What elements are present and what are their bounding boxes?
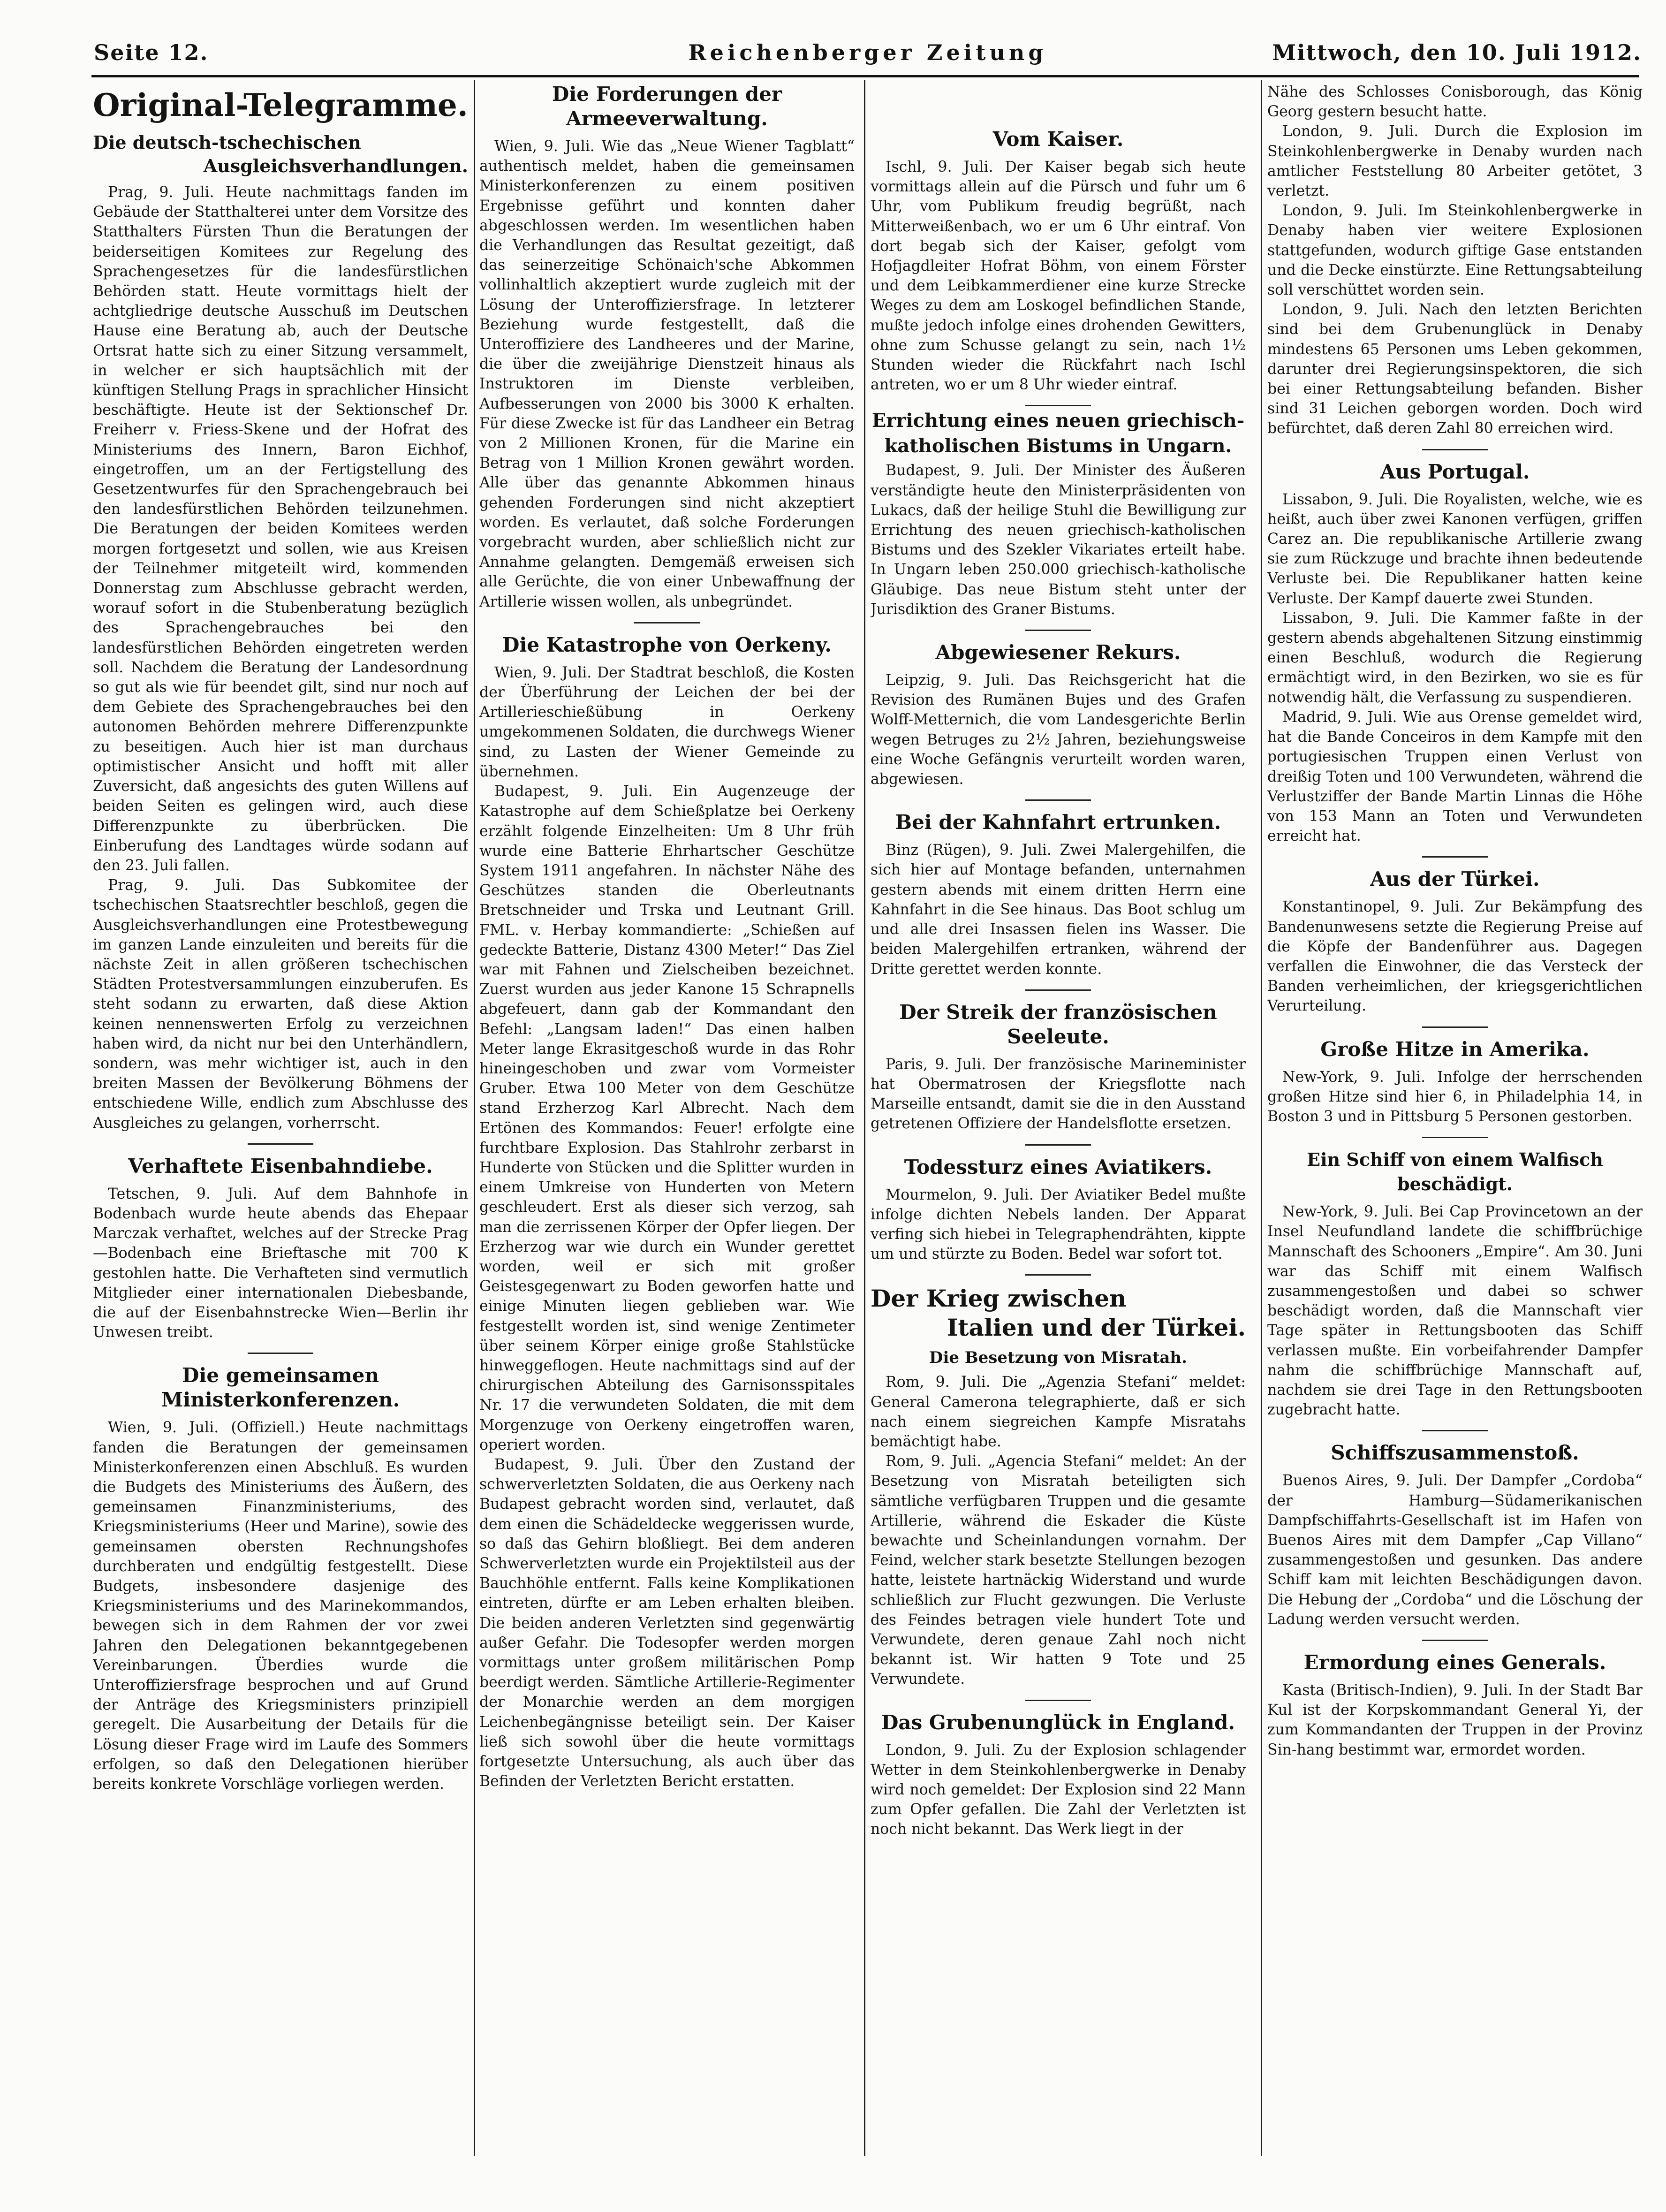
- article-separator: [1025, 630, 1091, 631]
- article-paragraph: New-York, 9. Juli. Bei Cap Provincetown an der Insel Neufundland landete die schiffbrüchige Mannschaft des Schooners „Empire“. Am 30. Juni war das Schiff mit einem Walfisch zusammengestoßen und dabei so schwer beschädigt worden, daß die Mannschaft vier Tage später in Rettungsbooten das Schiff verlassen mußte. Ein vorbeifahrender Dampfer nahm die schiffbrüchige Mannschaft auf, nachdem sie drei Tage in den Rettungsbooten zugebracht hatte.: [1267, 1203, 1643, 1419]
- article-paragraph: Ischl, 9. Juli. Der Kaiser begab sich heute vormittags allein auf die Pürsch und fuhr um 6 Uhr, vom Publikum freudig begrüßt, nach Mitterweißenbach, wo er um 6 Uhr eintraf. Von dort begab sich der Kaiser, gefolgt vom Hofjagdleiter Hofrat Böhm, von einem Förster und dem Leibkammerdiener eine kurze Strecke Weges zu dem am Loskogel befindlichen Stande, mußte jedoch infolge eines drohenden Gewitters, ohne zum Schusse gelangt zu sein, nach 1½ Stunden wieder die Rückfahrt nach Ischl antreten, wo er um 8 Uhr wieder eintraf.: [871, 159, 1246, 394]
- column-2: [479, 82, 855, 2156]
- article-paragraph: Tetschen, 9. Juli. Auf dem Bahnhofe in Bodenbach wurde heute abends das Ehepaar Marczak verhaftet, welches auf der Strecke Prag—Bodenbach eine Brieftasche mit 700 K gestohlen hatte. Die Verhafteten sind vermutlich Mitglieder einer internationalen Diebesbande, die auf der Eisenbahnstrecke Wien—Berlin ihr Unwesen treibt.: [93, 1185, 468, 1341]
- article-paragraph: Mourmelon, 9. Juli. Der Aviatiker Bedel mußte infolge dichten Nebels landen. Der Apparat verfing sich hiebei in Telegraphendrähten, kippte um und stürzte zu Boden. Bedel war sofort tot.: [871, 1186, 1246, 1263]
- article-paragraph: Kasta (Britisch-Indien), 9. Juli. In der Stadt Bar Kul ist der Korpskommandant General Yi, der zum Kommandanten der Truppen in der Provinz Sin-hang bestimmt war, ermordet worden.: [1267, 1682, 1643, 1758]
- article-headline: katholischen Bistums in Ungarn.: [884, 435, 1232, 457]
- article-subheadline: Die Besetzung von Misratah.: [929, 1348, 1187, 1368]
- article-headline: Der Streik der französischen Seeleute.: [899, 1000, 1217, 1048]
- article-headline: Aus der Türkei.: [1370, 867, 1540, 891]
- article-separator: [1025, 1144, 1091, 1146]
- article-paragraph: Prag, 9. Juli. Heute nachmittags fanden im Gebäude der Statthalterei unter dem Vorsitze des Statthalters Fürsten Thun die Beratungen der beiderseitigen Komitees zur Regelung des Sprachengesetzes für die landesfürstlichen Behörden statt. Heute vormittags hielt der achtgliedrige deutsche Ausschuß im Deutschen Hause eine Beratung ab, auch der Deutsche Ortsrat hatte sich zu einer Sitzung versammelt, in welcher er sich hauptsächlich mit der künftigen Stellung Prags in sprachlicher Hinsicht beschäftigte. Heute ist der Sektionschef Dr. Freiherr v. Friess-Skene und der Hofrat des Ministeriums des Innern, Baron Eichhof, eingetroffen, um an der Fertigstellung des Gesetzentwurfes für den Sprachengebrauch bei den landesfürstlichen Behörden teilzunehmen. Die Beratungen der beiden Komitees werden morgen fortgesetzt und sollen, wie aus Kreisen der Teilnehmer mitgeteilt wird, kommenden Donnerstag zum Abschlusse gebracht werden, worauf sofort in die Stubenberatung bezüglich des Sprachengebrauches bei den landesfürstlichen Behörden eingetreten werden soll. Nachdem die Beratung der Landesordnung so gut als wie für beendet gilt, sind nur noch auf dem Gebiete des Sprachengebrauches bei den autonomen Behörden mehrere Differenzpunkte zu beseitigen. Auch hier ist man durchaus optimistischer Ansicht und hofft mit aller Zuversicht, daß angesichts des guten Willens auf beiden Seiten es gelingen wird, auch diese Differenzpunkte zu überbrücken. Die Einberufung des Landtages würde sodann auf den 23. Juli fallen.: [93, 184, 468, 874]
- article-headline: Errichtung eines neuen griechisch-: [871, 410, 1245, 432]
- article-headline: Aus Portugal.: [1380, 460, 1530, 483]
- article-separator: [1422, 1430, 1488, 1431]
- section-title: Original-Telegramme.: [93, 87, 468, 123]
- column-rule: [864, 80, 865, 2156]
- article-separator: [1025, 799, 1091, 801]
- newspaper-title: Reichenberger Zeitung: [688, 40, 1047, 65]
- article-paragraph: Madrid, 9. Juli. Wie aus Orense gemeldet wird, hat die Bande Conceiros in dem Kampfe mit den portugiesischen Truppen einen Verlust von dreißig Toten und 100 Verwundeten, während die Verlustziffer der Bande Martin Linnas die Höhe von 153 Mann an Toten und Verwundeten erreicht hat.: [1267, 708, 1643, 845]
- article-paragraph: Wien, 9. Juli. Wie das „Neue Wiener Tagblatt“ authentisch meldet, haben die gemeinsamen Ministerkonferenzen zu einem positiven Ergebnisse geführt und konnten daher abgeschlossen werden. Im wesentlichen haben die Verhandlungen das Resultat gezeitigt, daß das seinerzeitige Schönaich'sche Abkommen vollinhaltlich akzeptiert wurde zugleich mit der Lösung der Unteroffiziersfrage. In letzterer Beziehung wurde festgestellt, daß die Unteroffiziere des Landheeres und der Marine, die über die zweijährige Dienstzeit hinaus als Instruktoren im Dienste verbleiben, Aufbesserungen von 2000 bis 3000 K erhalten. Für diese Zwecke ist für das Landheer ein Betrag von 2 Millionen Kronen, für die Marine ein Betrag von 1 Million Kronen gewährt worden. Alle über das genannte Abkommen hinaus gehenden Forderungen sind nicht akzeptiert worden. Es verlautet, daß solche Forderungen vorgebracht wurden, aber schließlich nicht zur Annahme gelangten. Demgemäß erweisen sich alle Gerüchte, die von einer Unbewaffnung der Artillerie wissen wollen, als unbegründet.: [479, 138, 855, 610]
- article-paragraph: London, 9. Juli. Zu der Explosion schlagender Wetter in dem Steinkohlenbergwerke in Denaby wird noch gemeldet: Der Explosion sind 22 Mann zum Opfer gefallen. Die Zahl der Verletzten ist noch nicht bekannt. Das Werk liegt in der: [871, 1741, 1246, 1838]
- article-paragraph: Paris, 9. Juli. Der französische Marineminister hat Obermatrosen der Kriegsflotte nach Marseille entsandt, damit sie die in den Ausstand getretenen Offiziere der Handelsflotte ersetzen.: [871, 1056, 1246, 1133]
- article-paragraph: New-York, 9. Juli. Infolge der herrschenden großen Hitze sind hier 6, in Philadelphia 14, in Boston 3 und in Pittsburg 5 Personen gestorben.: [1267, 1068, 1643, 1125]
- article-paragraph: Nähe des Schlosses Conisborough, das König Georg gestern besucht hatte.: [1267, 84, 1643, 121]
- article-paragraph: Wien, 9. Juli. (Offiziell.) Heute nachmittags fanden die Beratungen der gemeinsamen Ministerkonferenzen einen Abschluß. Es wurden die Budgets des Ministeriums des Äußern, des gemeinsamen Finanzministeriums, des Kriegsministeriums (Heer und Marine), sowie des gemeinsamen obersten Rechnungshofes durchberaten und endgültig festgestellt. Diese Budgets, insbesondere dasjenige des Kriegsministeriums und des Marinekommandos, bewegen sich in dem Rahmen der vor zwei Jahren den Delegationen bekanntgegebenen Vereinbarungen. Überdies wurde die Unteroffiziersfrage besprochen und auf Grund der Anträge des Kriegsministers prinzipiell geregelt. Die Ausarbeitung der Details für die Lösung dieser Frage wird im Laufe des Sommers erfolgen, so daß den Delegationen hierüber bereits konkrete Vorschläge vorliegen werden.: [93, 1419, 468, 1793]
- header-rule: [91, 75, 1639, 77]
- article-paragraph: London, 9. Juli. Nach den letzten Berichten sind bei dem Grubenunglück in Denaby mindestens 65 Personen ums Leben gekommen, darunter drei Regierungsinspektoren, die sich bei einer Rettungsabteilung befanden. Bisher sind 31 Leichen geborgen worden. Doch wird befürchtet, daß deren Zahl 80 erreichen wird.: [1267, 301, 1643, 437]
- article-headline: Ermordung eines Generals.: [1303, 1651, 1606, 1674]
- article-headline: Verhaftete Eisenbahndiebe.: [128, 1154, 433, 1178]
- article-separator: [634, 622, 700, 623]
- article-headline: Die Katastrophe von Oerkeny.: [502, 633, 832, 656]
- article-headline: Große Hitze in Amerika.: [1320, 1037, 1590, 1061]
- article-paragraph: London, 9. Juli. Durch die Explosion im Steinkohlenbergwerke in Denaby wurden nach amtlicher Feststellung 80 Arbeiter getötet, 3 verletzt.: [1267, 123, 1643, 200]
- column-1: [93, 82, 468, 2156]
- article-headline: Die deutsch-tschechischen: [93, 132, 361, 153]
- article-paragraph: Lissabon, 9. Juli. Die Kammer faßte in der gestern abends abgehaltenen Sitzung einstimmig einen Beschluß, wodurch die Regierung ermächtigt wird, in den Bezirken, wo sie es für notwendig hält, die Verfassung zu suspendieren.: [1267, 609, 1643, 706]
- article-paragraph: Wien, 9. Juli. Der Stadtrat beschloß, die Kosten der Überführung der Leichen der bei der Artillerieschießübung in Oerkeny umgekommenen Soldaten, die durchwegs Wiener sind, zu Lasten der Wiener Gemeinde zu übernehmen.: [479, 664, 855, 780]
- article-headline: Die gemeinsamen Ministerkonferenzen.: [161, 1364, 400, 1412]
- article-headline: Vom Kaiser.: [992, 128, 1124, 151]
- article-separator: [1025, 405, 1091, 406]
- article-headline: Schiffszusammenstoß.: [1331, 1441, 1579, 1465]
- article-headline: Italien und der Türkei.: [947, 1314, 1246, 1342]
- article-separator: [248, 1143, 313, 1145]
- article-separator: [1422, 1640, 1488, 1641]
- article-paragraph: Budapest, 9. Juli. Über den Zustand der schwerverletzten Soldaten, die aus Oerkeny nach Budapest gebracht worden sind, verlautet, daß dem einen die Schädeldecke weggerissen wurde, so daß das Gehirn bloßliegt. Bei dem anderen Schwerverletzten wurde ein Projektilsteil aus der Bauchhöhle entfernt. Falls keine Komplikationen eintreten, dürfte er am Leben erhalten bleiben. Die beiden anderen Verletzten sind gegenwärtig außer Gefahr. Die Todesopfer werden morgen vormittags unter großem militärischen Pomp beerdigt werden. Sämtliche Artillerie-Regimenter der Monarchie werden an dem morgigen Leichenbegängnisse beteiligt sein. Der Kaiser ließ sich sowohl über die heute vormittags fortgesetzte Untersuchung, als auch über das Befinden der Verletzten Bericht erstatten.: [479, 1456, 855, 1790]
- column-rule: [474, 80, 475, 2156]
- article-separator: [1025, 1700, 1091, 1701]
- article-headline: Der Krieg zwischen: [871, 1285, 1127, 1313]
- masthead: [94, 40, 1642, 73]
- article-paragraph: Konstantinopel, 9. Juli. Zur Bekämpfung des Bandenunwesens setzte die Regierung Preise auf die Köpfe der Bandenführer aus. Dagegen verfallen die Einwohner, die das Versteck der Banden verheimlichen, der kriegsgerichtlichen Verurteilung.: [1267, 898, 1643, 1015]
- article-headline: Das Grubenunglück in England.: [881, 1710, 1235, 1734]
- article-headline: Die Forderungen der Armeeverwaltung.: [552, 83, 782, 130]
- article-paragraph: London, 9. Juli. Im Steinkohlenbergwerke in Denaby haben vier weitere Explosionen stattgefunden, wodurch giftige Gase entstanden und die Decke einstürzte. Eine Rettungsabteilung soll verschüttet worden sein.: [1267, 202, 1643, 299]
- article-separator: [1422, 1026, 1488, 1028]
- article-paragraph: Buenos Aires, 9. Juli. Der Dampfer „Cordoba“ der Hamburg—Südamerikanischen Dampfschiffahrts-Gesellschaft ist im Hafen von Buenos Aires mit dem Dampfer „Cap Villano“ zusammengestoßen und gesunken. Das andere Schiff kam mit leichten Beschädigungen davon. Die Hebung der „Cordoba“ und die Löschung der Ladung werden versucht werden.: [1267, 1472, 1643, 1628]
- article-separator: [248, 1353, 313, 1354]
- article-headline: Ein Schiff von einem Walfisch beschädigt.: [1307, 1149, 1603, 1195]
- article-paragraph: Budapest, 9. Juli. Ein Augenzeuge der Katastrophe auf dem Schießplatze bei Oerkeny erzählt folgende Einzelheiten: Um 8 Uhr früh wurde eine Batterie Ehrhartscher Geschütze System 1911 angefahren. In nächster Nähe des Geschützes standen die Oberleutnants Bretschneider und Trska und Leutnant Grill. FML. v. Herbay kommandierte: „Schießen auf gedeckte Batterie, Distanz 4300 Meter!“ Das Ziel war mit Fahnen und Zielscheiben bezeichnet. Zuerst wurden aus jeder Kanone 15 Schrapnells abgefeuert, dann gab der Kommandant den Befehl: „Langsam laden!“ Das einen halben Meter lange Ekrasitgeschoß wurde in das Rohr hineingeschoben und zwar vom Vormeister Gruber. Etwa 100 Meter von dem Geschütze stand Erzherzog Karl Albrecht. Nach dem Ertönen des Kommandos: Feuer! erfolgte eine furchtbare Explosion. Das Stahlrohr zerbarst in Hunderte von Stücken und die Splitter wurden in einem Umkreise von Hunderten von Metern geschleudert. Erst als dieser sich verzog, sah man die zerrissenen Körper der Opfer liegen. Der Erzherzog war wie durch ein Wunder gerettet worden, weil er sich mit großer Geistesgegenwart zu Boden geworfen hatte und einige Minuten liegen geblieben war. Wie festgestellt worden ist, sind wenige Zentimeter über seinem Körper einige große Stahlstücke hinweggeflogen. Heute nachmittags sind auf der chirurgischen Abteilung des Garnisonsspitales Nr. 17 die verwundeten Soldaten, die mit dem Morgenzuge von Oerkeny eingetroffen waren, operiert worden.: [479, 783, 855, 1453]
- article-headline: Todessturz eines Aviatikers.: [904, 1155, 1212, 1178]
- article-headline: Bei der Kahnfahrt ertrunken.: [895, 811, 1221, 834]
- column-3: [871, 82, 1246, 2156]
- article-separator: [1422, 856, 1488, 858]
- column-rule: [1261, 80, 1262, 2156]
- article-paragraph: Budapest, 9. Juli. Der Minister des Äußeren verständigte heute den Ministerpräsidenten von Lukacs, daß der heilige Stuhl die Bewilligung zur Errichtung des neuen griechisch-katholischen Bistums und des Szekler Vikariates erteilt habe. In Ungarn leben 250.000 griechisch-katholische Gläubige. Das neue Bistum steht unter der Jurisdiktion des Graner Bistums.: [871, 462, 1246, 618]
- article-paragraph: Leipzig, 9. Juli. Das Reichsgericht hat die Revision des Rumänen Bujes und des Grafen Wolff-Metternich, die vom Landesgerichte Berlin wegen Betruges zu 2½ Jahren, beziehungsweise eine Woche Gefängnis verurteilt worden waren, abgewiesen.: [871, 672, 1246, 788]
- issue-date: Mittwoch, den 10. Juli 1912.: [1272, 40, 1642, 65]
- article-paragraph: Lissabon, 9. Juli. Die Royalisten, welche, wie es heißt, auch über zwei Kanonen verfügen, griffen Carez an. Die republikanische Artillerie zwang sie zum Rückzuge und brachte ihnen bedeutende Verluste bei. Die Republikaner hatten keine Verluste. Der Kampf dauerte zwei Stunden.: [1267, 491, 1643, 607]
- article-separator: [1025, 989, 1091, 991]
- article-headline: Ausgleichsverhandlungen.: [203, 155, 468, 176]
- article-headline: Abgewiesener Rekurs.: [935, 641, 1181, 664]
- article-paragraph: Prag, 9. Juli. Das Subkomitee der tschechischen Staatsrechtler beschloß, gegen die Ausgleichsverhandlungen eine Protestbewegung im ganzen Lande einzuleiten und bereits für die nächste Zeit in allen größeren tschechischen Städten Protestversammlungen einzuberufen. Es steht sodann zu erwarten, daß diese Aktion keinen nennenswerten Erfolg zu verzeichnen haben wird, da nicht nur bei den Unterhändlern, sondern, was mehr wichtiger ist, auch in den breiten Massen der Bevölkerung Böhmens der entschiedene Wille, endlich zum Abschlusse des Ausgleiches zu gelangen, vorherrscht.: [93, 877, 468, 1132]
- article-paragraph: Rom, 9. Juli. „Agencia Stefani“ meldet: An der Besetzung von Misratah beteiligten sich sämtliche verfügbaren Truppen und die gesamte Artillerie, während die Eskader die Küste bewachte und Scheinlandungen vornahm. Der Feind, welcher stark besetzte Stellungen bezogen hatte, leistete hartnäckig Widerstand und wurde schließlich zur Flucht gezwungen. Die Verluste des Feindes betragen viele hundert Tote und Verwundete, deren genaue Zahl noch nicht bekannt ist. Wir hatten 9 Tote und 25 Verwundete.: [871, 1453, 1246, 1688]
- article-separator: [1422, 1137, 1488, 1138]
- page-number: Seite 12.: [94, 40, 209, 65]
- article-paragraph: Binz (Rügen), 9. Juli. Zwei Malergehilfen, die sich hier auf Montage befanden, unternahmen gestern abends mit einem dritten Herrn eine Kahnfahrt in die See hinaus. Das Boot schlug um und alle drei Insassen fielen ins Wasser. Die beiden Malergehilfen ertranken, während der Dritte gerettet werden konnte.: [871, 842, 1246, 978]
- article-separator: [1422, 449, 1488, 450]
- article-paragraph: Rom, 9. Juli. Die „Agenzia Stefani“ meldet: General Camerona telegraphierte, daß er sich nach einem siegreichen Kampfe Misratahs bemächtigt habe.: [871, 1374, 1246, 1450]
- article-separator: [1025, 1274, 1091, 1276]
- column-4: [1267, 82, 1643, 2156]
